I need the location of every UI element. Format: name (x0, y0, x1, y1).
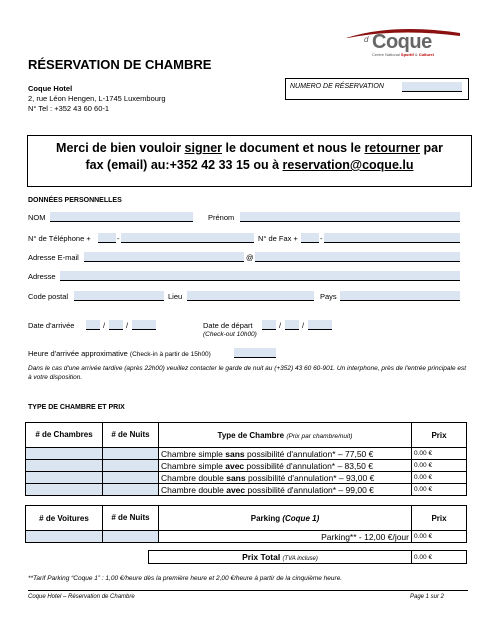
parking-price-cell: 0.00 € (412, 531, 467, 543)
footer-left: Coque Hotel – Réservation de Chambre (28, 594, 135, 600)
room-price-cell: 0.00 € (412, 448, 467, 460)
parking-footnote: **Tarif Parking “Coque 1” : 1,00 €/heure dès la première heure et 2,00 €/heure à partir de la cinquième heure. (28, 575, 343, 582)
prenom-label: Prénom (208, 213, 235, 222)
heure-label: Heure d'arrivée approximative (Check-in à partir de 15h00) (28, 349, 211, 358)
logo-word: Coque (372, 31, 432, 53)
voitures-input[interactable] (26, 531, 103, 543)
total-value-cell: 0.00 € (412, 551, 467, 564)
hotel-address: 2, rue Léon Hengen, L-1745 Luxembourg (28, 94, 166, 103)
page-title: RÉSERVATION DE CHAMBRE (28, 57, 212, 72)
logo-tagline: Centre National Sportif & Culturel (372, 52, 434, 57)
personal-heading: DONNÉES PERSONNELLES (28, 197, 122, 204)
rooms-table (25, 422, 467, 496)
arrivee-month-field[interactable] (109, 320, 123, 330)
prenom-field[interactable] (240, 212, 460, 222)
col-parking-nuits: # de Nuits (103, 506, 159, 531)
footer-right: Page 1 sur 2 (410, 594, 445, 600)
room-price-cell: 0.00 € (412, 484, 467, 496)
coque-logo (338, 25, 463, 57)
room-type-cell: Chambre double sans possibilité d'annulation* – 93,00 € (159, 472, 412, 484)
fax-prefix-field[interactable] (301, 233, 319, 243)
lieu-label: Lieu (168, 292, 183, 301)
room-type-cell: Chambre simple avec possibilité d'annulation* – 83,50 € (159, 460, 412, 472)
table-row (26, 484, 467, 496)
nuits-input[interactable] (103, 484, 159, 496)
room-price-cell: 0.00 € (412, 460, 467, 472)
telephone-dash: - (117, 234, 120, 243)
email-user-field[interactable] (84, 252, 244, 262)
room-type-cell: Chambre double avec possibilité d'annulation* – 99,00 € (159, 484, 412, 496)
telephone-label: N° de Téléphone + (28, 234, 91, 243)
at-sign: @ (246, 253, 254, 262)
parking-table (25, 505, 467, 543)
reservation-number-label: NUMERO DE RÉSERVATION (290, 83, 384, 90)
total-table (148, 550, 467, 564)
code-postal-field[interactable] (74, 291, 164, 301)
col-voitures: # de Voitures (26, 506, 103, 531)
late-arrival-note: Dans le cas d'une arrivée tardive (après 22h00) veuillez contacter le garde de nuit au (+352) 43 60 60-901. Un interphone, près de l'entrée principale est à votre disposition. (28, 365, 467, 381)
depart-year-field[interactable] (308, 320, 332, 330)
reservation-number-field[interactable] (402, 82, 462, 92)
footer-divider (28, 590, 468, 591)
table-row (26, 472, 467, 484)
email-domain-field[interactable] (255, 252, 460, 262)
arrivee-year-field[interactable] (132, 320, 156, 330)
depart-label: Date de départ (203, 321, 253, 330)
instruction-text: Merci de bien vouloir signer le document et nous le retourner par fax (email) au:+352 42 33 15 ou à reservation@coque.lu (56, 141, 443, 172)
checkout-note: (Check-out 10h00) (203, 331, 257, 338)
depart-month-field[interactable] (285, 320, 299, 330)
nom-field[interactable] (50, 212, 193, 222)
fax-label: N° de Fax + (258, 234, 298, 243)
nom-label: NOM (28, 213, 46, 222)
col-parking: Parking (Coque 1) (159, 506, 412, 531)
nuits-input[interactable] (103, 472, 159, 484)
room-price-cell: 0.00 € (412, 472, 467, 484)
room-type-cell: Chambre simple sans possibilité d'annulation* – 77,50 € (159, 448, 412, 460)
hotel-name: Coque Hotel (28, 84, 73, 93)
nuits-input[interactable] (103, 460, 159, 472)
heure-field[interactable] (234, 348, 276, 358)
hotel-tel: N° Tel : +352 43 60 60-1 (28, 104, 110, 113)
adresse-label: Adresse (28, 272, 56, 281)
table-row (26, 460, 467, 472)
nuits-input[interactable] (103, 448, 159, 460)
col-prix: Prix (412, 423, 467, 448)
fax-dash: - (320, 234, 323, 243)
lieu-field[interactable] (187, 291, 314, 301)
col-chambres: # de Chambres (26, 423, 103, 448)
chambres-input[interactable] (26, 460, 103, 472)
parking-nuits-input[interactable] (103, 531, 159, 543)
code-postal-label: Code postal (28, 292, 69, 301)
chambres-input[interactable] (26, 448, 103, 460)
arrivee-day-field[interactable] (86, 320, 100, 330)
col-parking-prix: Prix (412, 506, 467, 531)
email-label: Adresse E-mail (28, 253, 79, 262)
telephone-field[interactable] (121, 233, 254, 243)
chambres-input[interactable] (26, 484, 103, 496)
email-link[interactable]: reservation@coque.lu (282, 158, 414, 172)
logo-prefix: d (364, 35, 369, 44)
table-row (26, 448, 467, 460)
depart-day-field[interactable] (262, 320, 276, 330)
parking-rate-cell: Parking** - 12,00 €/jour (159, 531, 412, 543)
col-type: Type de Chambre (Prix par chambre/nuit) (159, 423, 412, 448)
chambres-input[interactable] (26, 472, 103, 484)
pays-label: Pays (320, 292, 337, 301)
table-row (26, 531, 467, 543)
col-nuits: # de Nuits (103, 423, 159, 448)
adresse-field[interactable] (60, 271, 460, 281)
fax-field[interactable] (324, 233, 460, 243)
rooms-heading: TYPE DE CHAMBRE ET PRIX (28, 404, 125, 411)
pays-field[interactable] (340, 291, 460, 301)
telephone-prefix-field[interactable] (98, 233, 116, 243)
total-label-cell: Prix Total (TVA incluse) (149, 551, 412, 564)
arrivee-label: Date d'arrivée (28, 321, 75, 330)
